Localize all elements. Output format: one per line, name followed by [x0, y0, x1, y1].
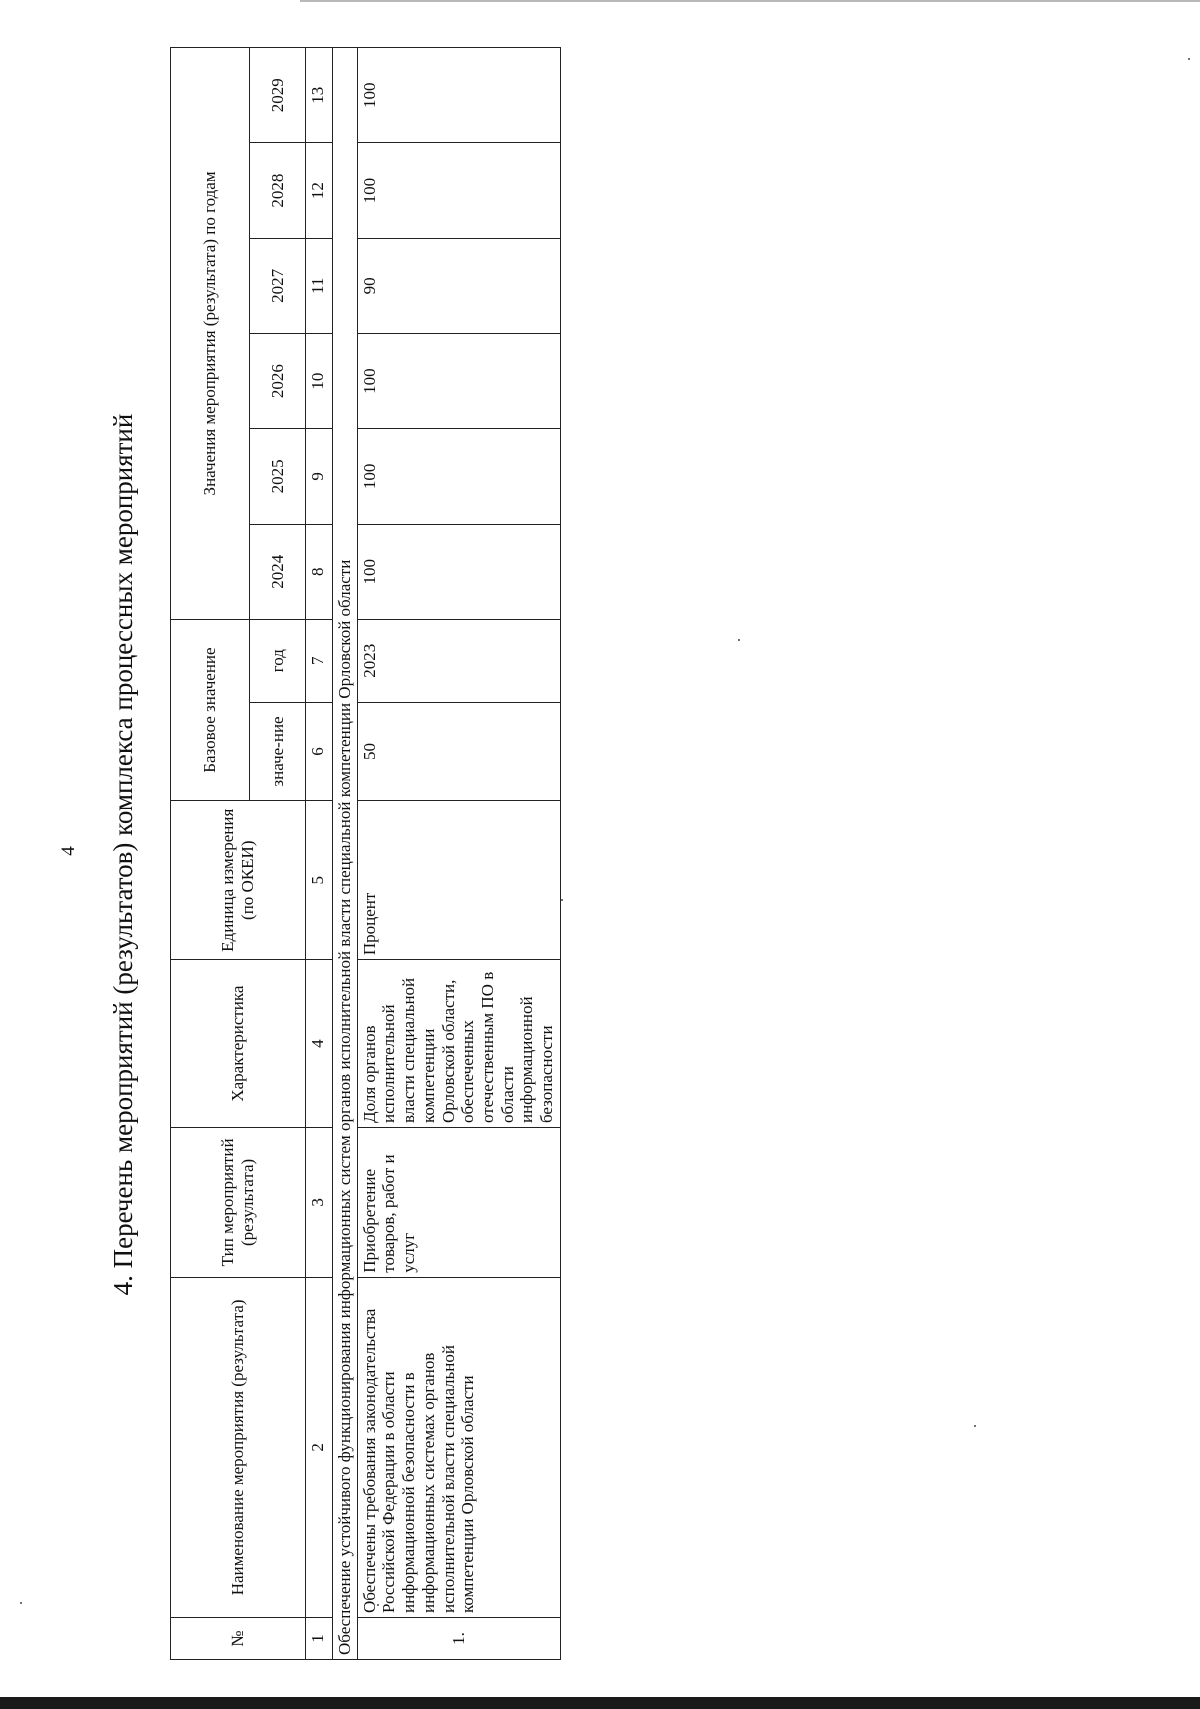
- row-value-2028: 100: [357, 143, 560, 238]
- column-number: 10: [306, 334, 333, 429]
- column-number: 9: [306, 429, 333, 524]
- header-row: [171, 48, 250, 1660]
- header-base: Базовое значение: [171, 619, 250, 801]
- row-characteristic: Доля органов исполнительной власти специальной компетенции Орловской области, обеспеченных отечественным ПО в области информационной безопасности: [357, 960, 560, 1128]
- header-year: 2027: [250, 238, 306, 333]
- table-row: [357, 48, 560, 1660]
- page-number: 4: [57, 846, 79, 856]
- header-base-value: значе-ние: [250, 702, 306, 801]
- section-title: Обеспечение устойчивого функционирования информационных систем органов исполнительной власти специальной компетенции Орловской области: [333, 48, 358, 1660]
- column-number: 11: [306, 238, 333, 333]
- header-unit: Единица измерения (по ОКЕИ): [171, 801, 306, 960]
- row-base-value: 50: [357, 702, 560, 801]
- row-name: Обеспечены требования законодательства Российской Федерации в области информационной безопасности в информационных системах органов исполнительной власти специальной компетенции Орловской области: [357, 1277, 560, 1617]
- row-value-2027: 90: [357, 238, 560, 333]
- header-year: 2028: [250, 143, 306, 238]
- column-number: 13: [306, 48, 333, 143]
- header-type: Тип мероприятий (результата): [171, 1128, 306, 1278]
- column-number: 5: [306, 801, 333, 960]
- column-number: 12: [306, 143, 333, 238]
- header-name: Наименование мероприятия (результата): [171, 1277, 306, 1617]
- document-title: 4. Перечень мероприятий (результатов) комплекса процессных мероприятий: [108, 413, 138, 1296]
- row-num: 1.: [357, 1618, 560, 1660]
- header-values-by-year: Значения мероприятия (результата) по годам: [171, 48, 250, 620]
- header-year: 2024: [250, 524, 306, 619]
- header-num: №: [171, 1618, 306, 1660]
- row-base-year: 2023: [357, 619, 560, 702]
- header-year: 2025: [250, 429, 306, 524]
- section-row: [333, 48, 358, 1660]
- column-number: 1: [306, 1618, 333, 1660]
- row-value-2025: 100: [357, 429, 560, 524]
- column-number: 3: [306, 1128, 333, 1278]
- row-value-2026: 100: [357, 334, 560, 429]
- measures-table: [170, 47, 561, 1660]
- row-unit: Процент: [357, 801, 560, 960]
- row-type: Приобретение товаров, работ и услуг: [357, 1128, 560, 1278]
- column-number: 6: [306, 702, 333, 801]
- header-year: 2029: [250, 48, 306, 143]
- header-year: 2026: [250, 334, 306, 429]
- header-base-year: год: [250, 619, 306, 702]
- row-value-2024: 100: [357, 524, 560, 619]
- column-number-row: [306, 48, 333, 1660]
- column-number: 2: [306, 1277, 333, 1617]
- row-value-2029: 100: [357, 48, 560, 143]
- column-number: 4: [306, 960, 333, 1128]
- column-number: 8: [306, 524, 333, 619]
- header-characteristic: Характеристика: [171, 960, 306, 1128]
- column-number: 7: [306, 619, 333, 702]
